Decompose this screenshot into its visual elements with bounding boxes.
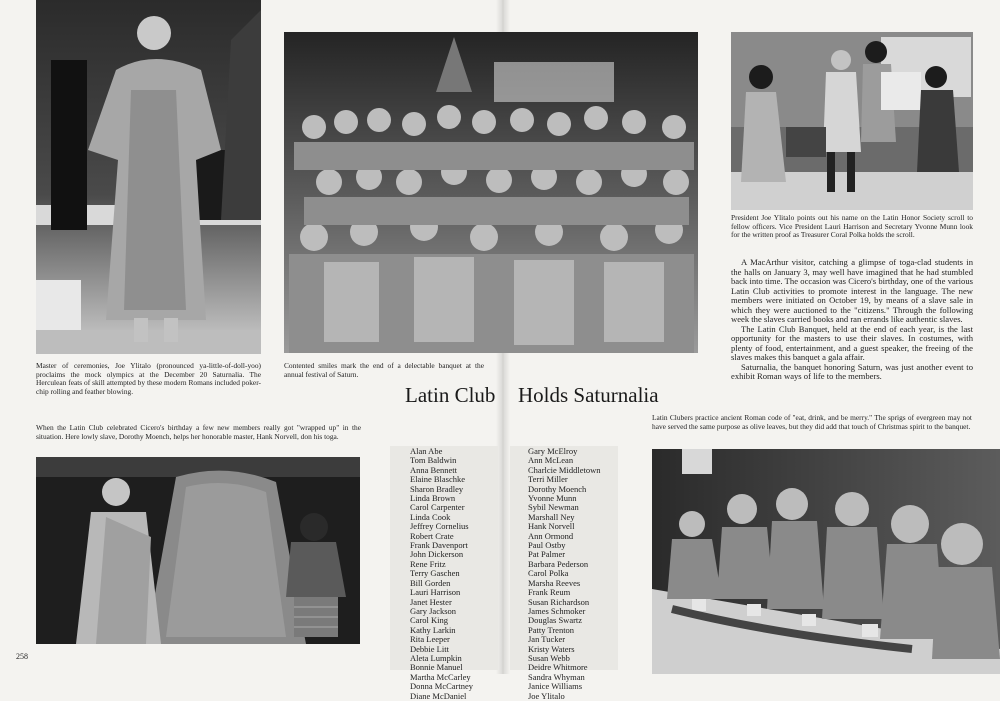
caption-feast: Latin Clubers practice ancient Roman code of "eat, drink, and be merry." The sprigs of evergreen may not have served the same purpose as olive leaves, but they did add that touch of Christmas spirit to the banquet. xyxy=(652,413,972,431)
photo-toga-wrapping xyxy=(36,457,360,644)
member-name: Douglas Swartz xyxy=(528,615,583,626)
member-name: Janet Hester xyxy=(410,596,452,607)
article-paragraph: Saturnalia, the banquet honoring Saturn, was just another event to exhibit Roman ways of life to the members. xyxy=(731,361,973,381)
page-number: 258 xyxy=(16,652,28,661)
member-name: Rita Leeper xyxy=(410,634,450,645)
article-text xyxy=(731,258,973,382)
member-name: Alan Abe xyxy=(410,446,443,456)
member-name: Carol Polka xyxy=(528,568,569,579)
member-name: Gary McElroy xyxy=(528,446,578,456)
member-list-left xyxy=(410,447,473,701)
member-name: Aleta Lumpkin xyxy=(410,652,462,663)
member-name: Linda Cook xyxy=(410,511,451,522)
member-name: Tom Baldwin xyxy=(410,455,457,466)
member-name: Frank Davenport xyxy=(410,540,468,551)
member-name: Dorothy Moench xyxy=(528,483,587,494)
member-name: Barbara Pederson xyxy=(528,558,589,569)
member-name: Marshall Ney xyxy=(528,511,575,522)
member-name: Bill Gorden xyxy=(410,577,451,588)
member-name: Sandra Whyman xyxy=(528,671,585,682)
member-name: Donna McCartney xyxy=(410,681,474,692)
member-name: Anna Bennett xyxy=(410,464,457,475)
member-name: Pat Palmer xyxy=(528,549,566,560)
member-name: Jan Tucker xyxy=(528,634,566,645)
member-name: Terry Gaschen xyxy=(410,568,460,579)
member-name: Carol King xyxy=(410,615,449,626)
member-name: Gary Jackson xyxy=(410,605,457,616)
photo-master-of-ceremonies xyxy=(36,0,261,354)
member-name: Yvonne Munn xyxy=(528,493,577,504)
caption-master-of-ceremonies: Master of ceremonies, Joe Ylitalo (pronounced ya-little-of-doll-yoo) proclaims the mock olympics at the December 20 Saturnalia. The Herculean feats of skill attempted by these modern Romans included poker-chip rolling and feather blowing. xyxy=(36,361,261,396)
member-name: Joe Ylitalo xyxy=(528,690,565,701)
member-name: Debbie Litt xyxy=(410,643,449,654)
photo-honor-society-scroll xyxy=(731,32,973,210)
member-name: Janice Williams xyxy=(528,681,583,692)
member-name: Ann McLean xyxy=(528,455,574,466)
caption-banquet-group: Contented smiles mark the end of a delectable banquet at the annual festival of Saturn. xyxy=(284,361,484,379)
member-name: Susan Richardson xyxy=(528,596,590,607)
member-name: Kristy Waters xyxy=(528,643,575,654)
member-list-right xyxy=(528,447,600,701)
member-name: Lauri Harrison xyxy=(410,587,461,598)
member-name: Elaine Blaschke xyxy=(410,474,465,485)
member-name: Sharon Bradley xyxy=(410,483,464,494)
member-name: Marsha Reeves xyxy=(528,577,581,588)
member-name: Charlcie Middletown xyxy=(528,464,601,475)
member-name: Kathy Larkin xyxy=(410,624,456,635)
member-name: Terri Miller xyxy=(528,474,568,485)
member-name: Deidre Whitmore xyxy=(528,662,588,673)
headline-part-1: Latin Club xyxy=(405,383,496,407)
member-name: Bonnie Manuel xyxy=(410,662,463,673)
caption-toga-wrapping: When the Latin Club celebrated Cicero's birthday a few new members really got "wrapped up" in the situation. Here lowly slave, Dorothy Moench, helps her honorable master, Hank Norvell, don his toga. xyxy=(36,423,361,441)
photo-feast-table xyxy=(652,449,1000,674)
member-name: Sybil Newman xyxy=(528,502,579,513)
member-name: Frank Reum xyxy=(528,587,571,598)
member-name: John Dickerson xyxy=(410,549,464,560)
member-name: Paul Ostby xyxy=(528,540,566,551)
member-name: Linda Brown xyxy=(410,493,456,504)
member-name: Rene Fritz xyxy=(410,558,446,569)
article-paragraph: The Latin Club Banquet, held at the end of each year, is the last opportunity for the masters to use their slaves. In costumes, with plenty of food, entertainment, and a guest speaker, the freeing of the slaves makes this banquet a gala affair. xyxy=(731,323,973,362)
article-paragraph: A MacArthur visitor, catching a glimpse of toga-clad students in the halls on January 3, may well have imagined that he had stumbled back into time. The occasion was Cicero's birthday, one of the various Latin Club activities to promote interest in the language. The new members were initiated on October 19, by means of a slave sale in which they were auctioned to the "citizens." Through the following week the slaves carried books and ran errands like authentic slaves. xyxy=(731,257,973,324)
member-name: Carol Carpenter xyxy=(410,502,465,513)
member-name: Diane McDaniel xyxy=(410,690,467,701)
member-name: James Schmoker xyxy=(528,605,586,616)
member-name: Hank Norvell xyxy=(528,521,575,532)
headline-part-2: Holds Saturnalia xyxy=(518,383,659,407)
member-name: Patty Trenton xyxy=(528,624,575,635)
caption-honor-society-scroll: President Joe Ylitalo points out his name on the Latin Honor Society scroll to fellow officers. Vice President Lauri Harrison and Secretary Yvonne Munn look for the written proof as Treasurer Coral Polka holds the scroll. xyxy=(731,213,973,240)
member-name: Ann Ormond xyxy=(528,530,574,541)
member-name: Jeffrey Cornelius xyxy=(410,521,469,532)
photo-banquet-group xyxy=(284,32,698,353)
member-name: Susan Webb xyxy=(528,652,570,663)
member-name: Robert Crate xyxy=(410,530,454,541)
member-name: Martha McCarley xyxy=(410,671,471,682)
